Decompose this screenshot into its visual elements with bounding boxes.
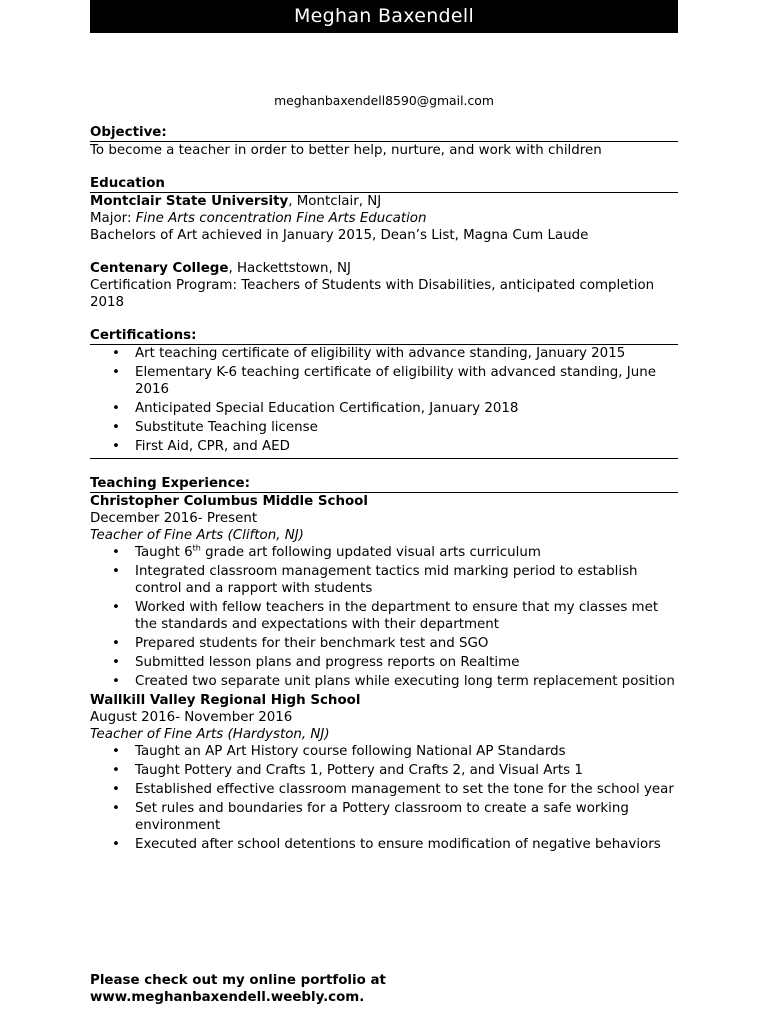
bullet-icon: • <box>112 365 120 380</box>
list-item: • Substitute Teaching license <box>112 420 318 435</box>
job-school: Christopher Columbus Middle School <box>90 494 368 509</box>
list-item: • Created two separate unit plans while executing long term replacement position <box>112 674 675 689</box>
school-line <box>90 260 678 277</box>
certification-program: Certification Program: Teachers of Students with Disabilities, anticipated completion 2018 <box>90 278 655 310</box>
resume-body <box>90 124 678 855</box>
major-value: Fine Arts concentration Fine Arts Education <box>135 211 427 226</box>
list-item: • Worked with fellow teachers in the department to ensure that my classes met the standards and expectations with their department <box>112 600 659 632</box>
list-item: • Elementary K-6 teaching certificate of eligibility with advanced standing, June 2016 <box>112 365 656 397</box>
bullet-icon: • <box>112 346 120 361</box>
job-school: Wallkill Valley Regional High School <box>90 693 361 708</box>
school-location: , Montclair, NJ <box>288 194 382 209</box>
bullet-icon: • <box>112 801 120 816</box>
job-role: Teacher of Fine Arts (Hardyston, NJ) <box>90 727 330 742</box>
list-item: • Taught an AP Art History course following National AP Standards <box>112 744 566 759</box>
objective-text: To become a teacher in order to better help, nurture, and work with children <box>90 143 602 158</box>
bullet-icon: • <box>112 655 120 670</box>
job-dates: December 2016- Present <box>90 511 258 526</box>
bullet-icon: • <box>112 674 120 689</box>
list-item: • Taught Pottery and Crafts 1, Pottery and Crafts 2, and Visual Arts 1 <box>112 763 583 778</box>
portfolio-note <box>90 972 678 1006</box>
school-line <box>90 193 678 210</box>
certifications-heading: Certifications: <box>90 327 678 345</box>
major-line <box>90 210 678 227</box>
school-location: , Hackettstown, NJ <box>228 261 351 276</box>
bullet-icon: • <box>112 837 120 852</box>
portfolio-link[interactable]: www.meghanbaxendell.weebly.com. <box>90 990 365 1005</box>
portfolio-text: Please check out my online portfolio at <box>90 973 386 988</box>
list-item: • Executed after school detentions to ensure modification of negative behaviors <box>112 837 661 852</box>
bullet-icon: • <box>112 401 120 416</box>
list-item: • Prepared students for their benchmark test and SGO <box>112 636 489 651</box>
objective-heading: Objective: <box>90 124 678 142</box>
bullet-icon: • <box>112 564 120 579</box>
bullet-icon: • <box>112 420 120 435</box>
bullet-icon: • <box>112 545 120 560</box>
school-name: Montclair State University <box>90 194 289 209</box>
bullet-icon: • <box>112 782 120 797</box>
list-item: • Taught 6th grade art following updated visual arts curriculum <box>112 543 541 560</box>
list-item: • Established effective classroom management to set the tone for the school year <box>112 782 674 797</box>
certifications-list <box>90 345 678 459</box>
experience-heading: Teaching Experience: <box>90 475 678 493</box>
name-header: Meghan Baxendell <box>90 0 678 33</box>
bullet-icon: • <box>112 439 120 454</box>
degree-detail: Bachelors of Art achieved in January 2015, Dean’s List, Magna Cum Laude <box>90 228 589 243</box>
list-item: • Integrated classroom management tactics mid marking period to establish control and a rapport with students <box>112 564 638 596</box>
list-item: • Art teaching certificate of eligibility with advance standing, January 2015 <box>112 346 626 361</box>
job-duties-list <box>90 544 678 690</box>
bullet-icon: • <box>112 744 120 759</box>
bullet-icon: • <box>112 763 120 778</box>
job-dates: August 2016- November 2016 <box>90 710 293 725</box>
education-heading: Education <box>90 175 678 193</box>
job-duties-list <box>90 743 678 853</box>
major-label: Major: <box>90 211 136 226</box>
list-item: • Set rules and boundaries for a Pottery classroom to create a safe working environment <box>112 801 629 833</box>
bullet-icon: • <box>112 600 120 615</box>
email-address[interactable]: meghanbaxendell8590@gmail.com <box>274 93 494 108</box>
school-name: Centenary College <box>90 261 229 276</box>
bullet-icon: • <box>112 636 120 651</box>
list-item: • Submitted lesson plans and progress reports on Realtime <box>112 655 520 670</box>
job-role: Teacher of Fine Arts (Clifton, NJ) <box>90 528 304 543</box>
list-item: • Anticipated Special Education Certification, January 2018 <box>112 401 519 416</box>
list-item: • First Aid, CPR, and AED <box>112 439 290 454</box>
